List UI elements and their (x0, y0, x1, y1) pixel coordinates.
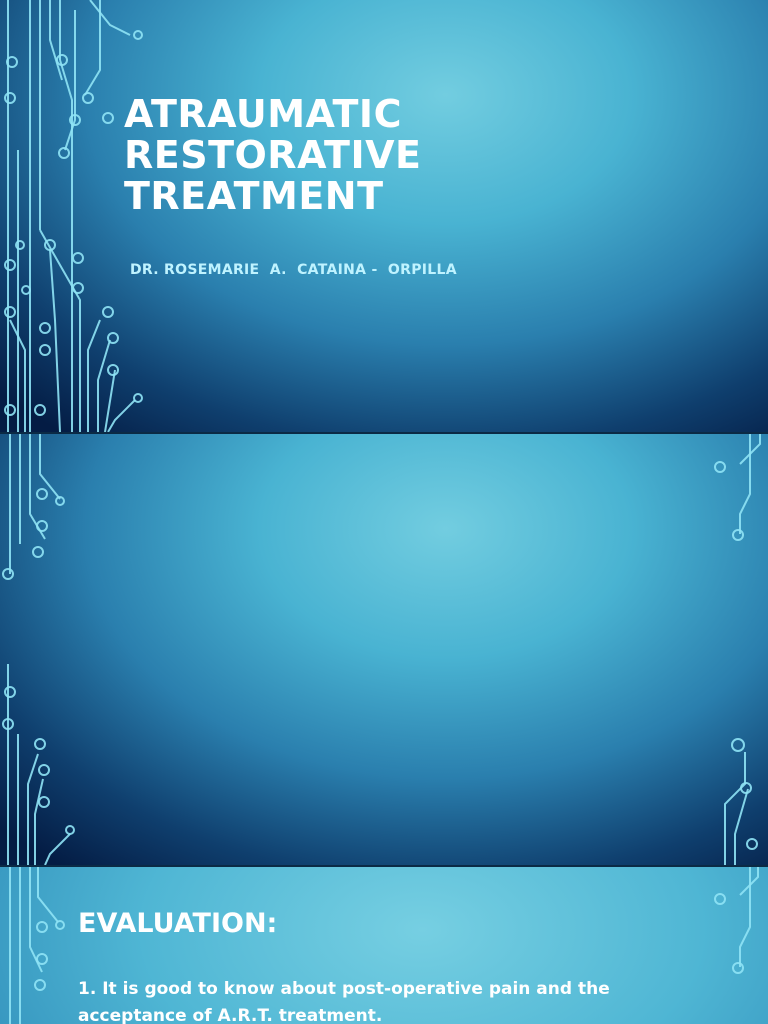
circuit-decoration-left (0, 867, 90, 1024)
circuit-decoration-right (700, 434, 768, 865)
presenter-name: DR. ROSEMARIE A. CATAINA - ORPILLA (130, 262, 457, 278)
slide-title: ATRAUMATIC RESTORATIVE TREATMENT (124, 92, 422, 218)
title-slide (0, 0, 768, 432)
circuit-decoration-left (0, 434, 90, 865)
slide-title: EVALUATION: (78, 908, 278, 939)
evaluation-detail-slide (0, 867, 768, 1024)
list-item: 1. It is good to know about post-operative pain and the acceptance of A.R.T. treatment. (78, 979, 610, 1024)
circuit-decoration-right (700, 867, 768, 1024)
evaluation-slide (0, 434, 768, 865)
